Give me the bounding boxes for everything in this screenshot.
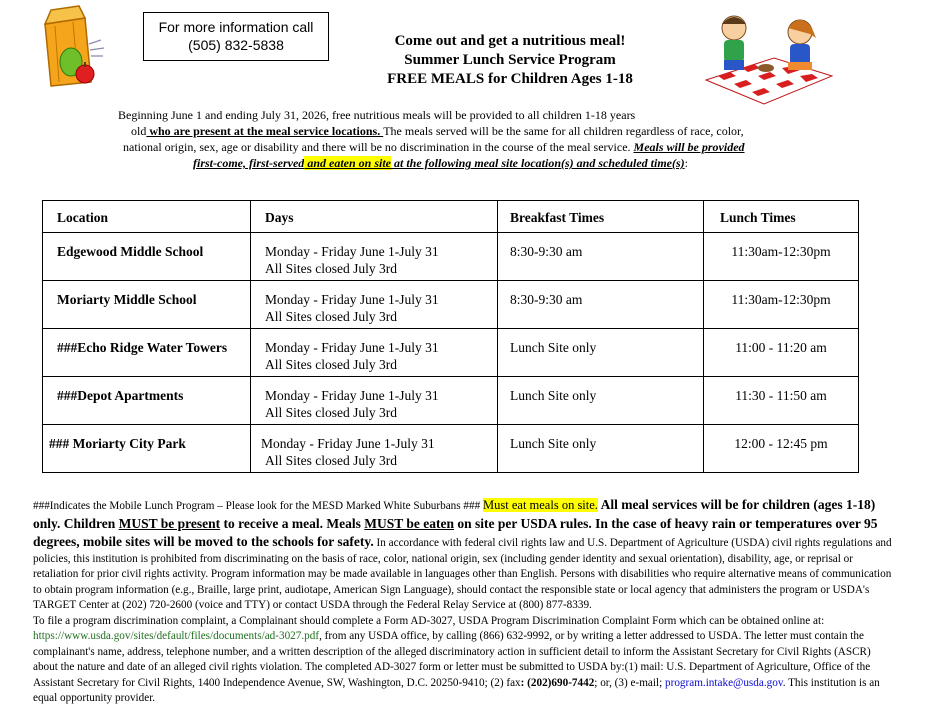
footer-notice xyxy=(33,496,893,707)
table-header-row xyxy=(43,201,859,233)
header-lunch: Lunch Times xyxy=(704,201,859,233)
header-days: Days xyxy=(251,201,498,233)
table-row xyxy=(43,377,859,425)
days-range: Monday - Friday June 1-July 31 xyxy=(265,388,439,403)
cell-breakfast: 8:30-9:30 am xyxy=(498,281,704,329)
cell-lunch: 11:30 - 11:50 am xyxy=(704,377,859,425)
must-present: MUST be present xyxy=(118,515,221,531)
complaint-text: , from any USDA office, by calling (866) 632-9992, or by writing a letter addressed to USDA. The letter must contain the complainant's name, address, telephone number, and a written description of the alleged discriminatory action in sufficient detail to inform the Assistant Secretary for Civil Rights (ASCR) about the nature and date of an alleged civil rights violation. The completed AD-3027 form or letter must be submitted to USDA by:(1) mail: U.S. Department of Agriculture, Office of the Assistant Secretary for Civil Rights, 1400 Independence Avenue, SW, Washington, D.C. 20250-9410; (2) fax xyxy=(33,630,871,689)
complaint-text: ; or, (3) e-mail; xyxy=(594,676,665,689)
table-row xyxy=(43,425,859,473)
intro-first-come: first-come, first-served xyxy=(193,156,305,170)
intro-line-4 xyxy=(104,155,824,171)
days-closed: All Sites closed July 3rd xyxy=(265,453,397,468)
rules-text: to receive a meal. Meals xyxy=(220,515,365,531)
days-closed: All Sites closed July 3rd xyxy=(265,357,397,372)
cell-lunch: 11:00 - 11:20 am xyxy=(704,329,859,377)
cell-location: ###Depot Apartments xyxy=(43,377,251,425)
mobile-note: ###Indicates the Mobile Lunch Program – Please look for the MESD Marked White Suburbans ### xyxy=(33,500,484,512)
cell-lunch: 11:30am-12:30pm xyxy=(704,233,859,281)
days-range: Monday - Friday June 1-July 31 xyxy=(265,340,439,355)
title-line-2: Summer Lunch Service Program xyxy=(404,52,616,68)
must-eaten: MUST be eaten xyxy=(364,515,454,531)
intro-schedule: at the following meal site location(s) and scheduled time(s) xyxy=(390,156,685,170)
footer-paragraph-2 xyxy=(33,614,893,707)
intro-text: national origin, sex, age or disability and there will be no discrimination in the course of the meal service. xyxy=(123,140,634,154)
header-breakfast: Breakfast Times xyxy=(498,201,704,233)
complaint-text: To file a program discrimination complaint, a Complainant should complete a Form AD-3027, USDA Program Discrimination Complaint Form which can be obtained online at: xyxy=(33,614,825,627)
intro-eaten-on-site: and eaten on site xyxy=(304,156,391,170)
intro-location: at the meal service locations. xyxy=(230,124,384,138)
cell-days xyxy=(251,329,498,377)
cell-location: Edgewood Middle School xyxy=(43,233,251,281)
fax-number: : (202)690-7442 xyxy=(520,676,595,689)
cell-days xyxy=(251,233,498,281)
rules-text: on site per USDA rules. In the case of heavy rain or temperatures over 95 degrees, mobile sites will be moved to the schools for safety. xyxy=(33,515,878,549)
days-range: Monday - Friday June 1-July 31 xyxy=(265,292,439,307)
header-location: Location xyxy=(43,201,251,233)
intro-line-2 xyxy=(104,123,824,139)
page-title xyxy=(320,32,700,89)
footer-paragraph-1 xyxy=(33,496,893,614)
intro-meals-provided: Meals will be provided xyxy=(633,140,745,154)
table-row xyxy=(43,329,859,377)
days-range: Monday - Friday June 1-July 31 xyxy=(261,436,435,451)
lunch-bag-icon xyxy=(33,4,113,88)
table-row xyxy=(43,233,859,281)
email-link[interactable]: program.intake@usda.gov xyxy=(665,676,783,689)
days-closed: All Sites closed July 3rd xyxy=(265,261,397,276)
days-range: Monday - Friday June 1-July 31 xyxy=(265,244,439,259)
cell-lunch: 11:30am-12:30pm xyxy=(704,281,859,329)
must-eat-highlight: Must eat meals on site. xyxy=(483,498,598,512)
cell-location: ###Echo Ridge Water Towers xyxy=(43,329,251,377)
cell-lunch: 12:00 - 12:45 pm xyxy=(704,425,859,473)
days-closed: All Sites closed July 3rd xyxy=(265,405,397,420)
info-phone: (505) 832-5838 xyxy=(188,37,284,53)
meal-schedule-table xyxy=(42,200,859,473)
info-line: For more information call xyxy=(158,19,314,35)
kids-picnic-icon xyxy=(704,10,834,106)
cell-location: Moriarty Middle School xyxy=(43,281,251,329)
cell-days xyxy=(251,281,498,329)
intro-line-3 xyxy=(104,139,824,155)
days-closed: All Sites closed July 3rd xyxy=(265,309,397,324)
info-phone-box xyxy=(143,12,329,61)
cell-location: ### Moriarty City Park xyxy=(43,425,251,473)
title-line-3: FREE MEALS for Children Ages 1-18 xyxy=(387,71,633,87)
intro-present: who are present xyxy=(146,124,231,138)
title-line-1: Come out and get a nutritious meal! xyxy=(394,33,626,49)
cell-breakfast: Lunch Site only xyxy=(498,425,704,473)
cell-breakfast: 8:30-9:30 am xyxy=(498,233,704,281)
table-row xyxy=(43,281,859,329)
intro-text: old xyxy=(131,124,147,138)
intro-text: : xyxy=(684,156,688,170)
cell-breakfast: Lunch Site only xyxy=(498,377,704,425)
complaint-form-link[interactable]: https://www.usda.gov/sites/default/files/documents/ad-3027.pdf xyxy=(33,630,320,642)
intro-paragraph xyxy=(104,107,824,171)
cell-breakfast: Lunch Site only xyxy=(498,329,704,377)
complaint-text: . This institution is an equal opportunity provider. xyxy=(33,676,880,704)
intro-text: The meals served will be the same for all children regardless of race, color, xyxy=(383,124,744,138)
cell-days xyxy=(251,377,498,425)
civil-rights-statement: In accordance with federal civil rights law and U.S. Department of Agriculture (USDA) civil rights regulations and policies, this institution is prohibited from discriminating on the basis of race, color, national origin, sex (including gender identity and sexual orientation), disability, age, or reprisal or retaliation for prior civil rights activity. Program information may be made available in languages other than English. Persons with disabilities who require alternative means of communication to obtain program information (e.g., Braille, large print, audiotape, American Sign Language), should contact the responsible state or local agency that administers the program or USDA's TARGET Center at (202) 720-2600 (voice and TTY) or contact USDA through the Federal Relay Service at (800) 877-8339. xyxy=(33,537,892,611)
cell-days xyxy=(251,425,498,473)
rules-text: All meal services will be for children (ages 1-18) only. Children xyxy=(33,497,876,531)
intro-line-1: Beginning June 1 and ending July 31, 2026, free nutritious meals will be provided to all children 1-18 years xyxy=(118,108,636,122)
